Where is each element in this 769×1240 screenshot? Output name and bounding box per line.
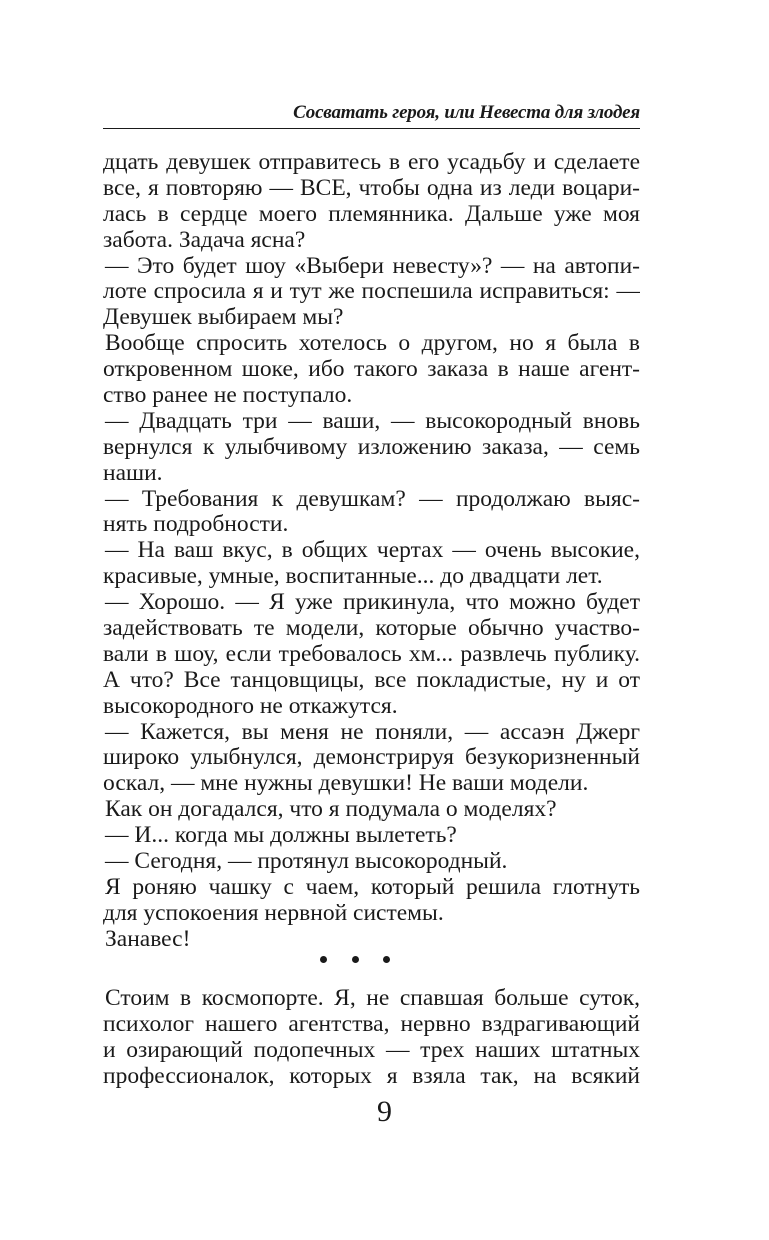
text-line: высокородного не откажутся. <box>103 693 398 719</box>
body-text-section-2 <box>103 986 640 1090</box>
text-line: Стоим в космопорте. Я, не спавшая больше суток, <box>105 986 640 1011</box>
text-line: широко улыбнулся, демонстрируя безукоризненный <box>103 745 640 771</box>
text-line: Я роняю чашку с чаем, который решила глотнуть <box>105 874 640 900</box>
text-line: Девушек выбираем мы? <box>103 305 344 331</box>
text-line: ство ранее не поступало. <box>103 383 353 409</box>
text-line: Как он догадался, что я подумала о моделях? <box>105 797 557 823</box>
text-line: и озирающий подопечных — трех наших штатных <box>103 1037 640 1063</box>
text-line: наши. <box>103 460 163 486</box>
text-line: — Хорошо. — Я уже прикинула, что можно будет <box>105 590 640 616</box>
text-line: — Кажется, вы меня не поняли, — ассаэн Джерг <box>105 719 640 745</box>
text-line: задействовать те модели, которые обычно участво- <box>103 616 640 642</box>
text-line: откровенном шоке, ибо такого заказа в наше агент- <box>103 357 640 383</box>
text-line: — Сегодня, — протянул высокородный. <box>105 849 508 875</box>
text-line: лась в сердце моего племянника. Дальше уже моя <box>103 201 640 227</box>
text-line: все, я повторяю — ВСЕ, чтобы одна из леди воцари- <box>103 175 640 201</box>
text-line: психолог нашего агентства, нервно вздрагивающий <box>103 1011 640 1037</box>
text-line: профессионалок, которых я взяла так, на всякий <box>103 1063 640 1089</box>
text-line: вернулся к улыбчивому изложению заказа, — семь <box>103 434 640 460</box>
text-line: лоте спросила я и тут же поспешила исправиться: — <box>103 279 640 305</box>
running-header-title: Сосватать героя, или Невеста для злодея <box>293 102 640 123</box>
text-line: — Это будет шоу «Выбери невесту»? — на автопи- <box>105 253 640 279</box>
running-header <box>103 98 640 129</box>
text-line: вали в шоу, если требовалось хм... развлечь публику. <box>103 641 640 667</box>
text-line: — На ваш вкус, в общих чертах — очень высокие, <box>105 538 640 564</box>
text-line: — Требования к девушкам? — продолжаю выяс- <box>105 486 640 512</box>
separator-dot <box>320 956 327 963</box>
text-line: забота. Задача ясна? <box>103 227 306 253</box>
text-line: А что? Все танцовщицы, все покладистые, ну и от <box>103 667 640 693</box>
section-separator <box>320 949 390 969</box>
body-text <box>103 150 640 953</box>
page-number: 9 <box>377 1095 392 1128</box>
text-line: для успокоения нервной системы. <box>103 900 444 926</box>
text-line: нять подробности. <box>103 512 289 538</box>
text-line: дцать девушек отправитесь в его усадьбу и сделаете <box>103 150 640 175</box>
text-line: — Двадцать три — ваши, — высокородный вновь <box>105 408 640 434</box>
separator-dot <box>352 956 359 963</box>
text-line: оскал, — мне нужны девушки! Не ваши модели. <box>103 771 589 797</box>
text-line: — И... когда мы должны вылететь? <box>105 823 457 849</box>
text-line: красивые, умные, воспитанные... до двадцати лет. <box>103 564 603 590</box>
separator-dot <box>383 956 390 963</box>
text-line: Занавес! <box>105 926 191 952</box>
text-line: Вообще спросить хотелось о другом, но я была в <box>105 331 640 357</box>
